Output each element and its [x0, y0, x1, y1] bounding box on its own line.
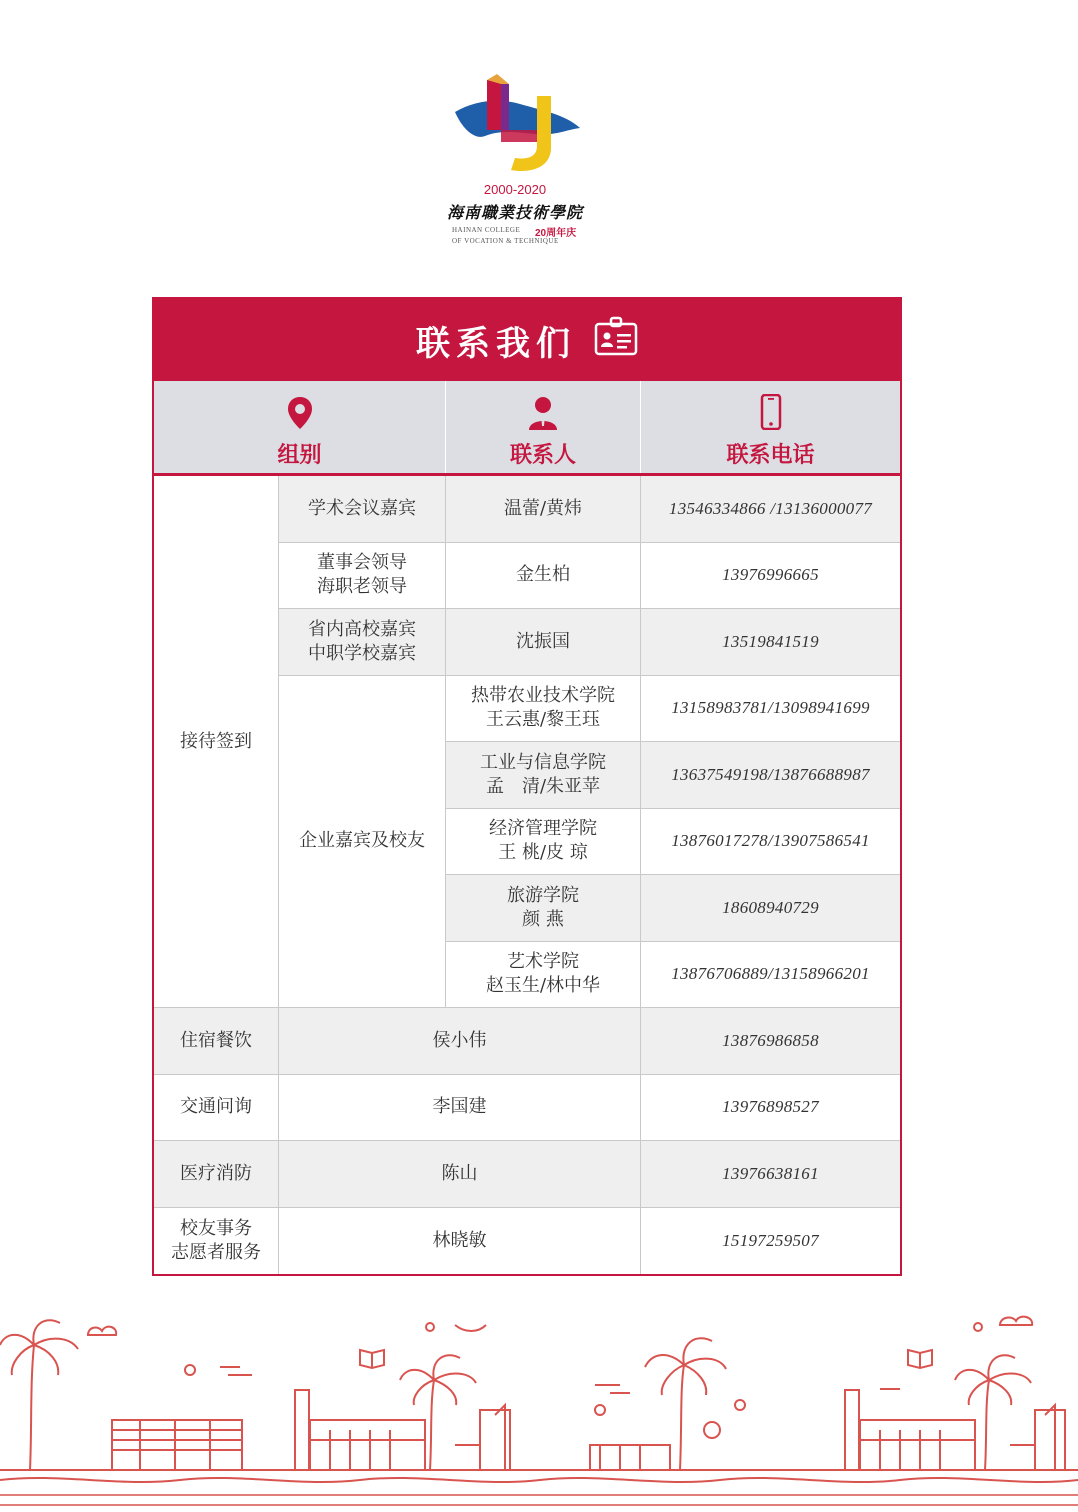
table-cell-group: 住宿餐饮 [154, 1008, 279, 1075]
table-cell-person: 热带农业技术学院 王云惠/黎王珏 [446, 676, 641, 743]
title-bar [154, 299, 900, 381]
table-cell-person: 经济管理学院 王 桃/皮 琼 [446, 809, 641, 876]
table-cell-phone: 13546334866 /13136000077 [641, 476, 900, 543]
table-cell-phone: 13519841519 [641, 609, 900, 676]
table-cell-phone: 13637549198/13876688987 [641, 742, 900, 809]
logo-name-english-line1: HAINAN COLLEGE [452, 226, 521, 234]
table-cell-phone: 18608940729 [641, 875, 900, 942]
table-cell-person: 李国建 [279, 1075, 641, 1142]
logo-emblem [445, 70, 585, 180]
table-cell-person: 沈振国 [446, 609, 641, 676]
table-cell-group: 交通问询 [154, 1075, 279, 1142]
table-cell-phone: 13876986858 [641, 1008, 900, 1075]
contact-table [152, 297, 902, 1276]
contact-grid [154, 476, 900, 1274]
logo-name-english-line2: OF VOCATION & TECHNIQUE [452, 237, 559, 245]
table-cell-phone: 13976638161 [641, 1141, 900, 1208]
table-cell-person: 陈山 [279, 1141, 641, 1208]
group-reception: 接待签到 [154, 476, 279, 1008]
table-cell-person: 工业与信息学院 孟 清/朱亚苹 [446, 742, 641, 809]
table-cell-phone: 13876706889/13158966201 [641, 942, 900, 1009]
page-title: 联系我们 [416, 323, 576, 364]
header-phone [641, 381, 900, 473]
header-phone-label: 联系电话 [726, 443, 815, 468]
header-person [446, 381, 641, 473]
college-logo [430, 70, 650, 260]
palm-tree-icon [645, 1338, 726, 1470]
book-icon [908, 1350, 932, 1368]
palm-tree-icon [955, 1355, 1031, 1470]
table-cell-group: 学术会议嘉宾 [279, 476, 446, 543]
table-cell-group: 省内高校嘉宾 中职学校嘉宾 [279, 609, 446, 676]
table-cell-phone: 15197259507 [641, 1208, 900, 1275]
table-cell-phone: 13976996665 [641, 543, 900, 610]
table-cell-person: 林晓敏 [279, 1208, 641, 1275]
logo-name-chinese: 海南職業技術學院 [446, 203, 583, 222]
table-cell-person: 温蕾/黄炜 [446, 476, 641, 543]
location-pin-icon [287, 396, 313, 430]
table-cell-group: 校友事务 志愿者服务 [154, 1208, 279, 1275]
palm-tree-icon [0, 1320, 78, 1470]
table-cell-person: 艺术学院 赵玉生/林中华 [446, 942, 641, 1009]
logo-years: 2000-2020 [483, 182, 547, 197]
decorative-skyline [0, 1305, 1078, 1512]
cloud-icon [88, 1327, 116, 1335]
table-cell-group-enterprise: 企业嘉宾及校友 [279, 676, 446, 1009]
cloud-icon [1000, 1317, 1032, 1325]
table-cell-group: 医疗消防 [154, 1141, 279, 1208]
table-cell-phone: 13158983781/13098941699 [641, 676, 900, 743]
table-header [154, 381, 900, 476]
logo-anniversary: 20周年庆 [535, 228, 577, 239]
header-person-label: 联系人 [509, 443, 576, 468]
palm-tree-icon [400, 1355, 476, 1470]
mobile-phone-icon [760, 394, 782, 430]
book-icon [360, 1350, 384, 1368]
table-cell-group: 董事会领导 海职老领导 [279, 543, 446, 610]
header-group-label: 组别 [277, 443, 322, 468]
person-icon [527, 396, 559, 430]
table-cell-person: 金生柏 [446, 543, 641, 610]
id-card-icon [594, 316, 638, 365]
table-cell-person: 旅游学院 颜 燕 [446, 875, 641, 942]
header-group [154, 381, 446, 473]
table-cell-phone: 13876017278/13907586541 [641, 809, 900, 876]
table-cell-phone: 13976898527 [641, 1075, 900, 1142]
table-cell-person: 侯小伟 [279, 1008, 641, 1075]
